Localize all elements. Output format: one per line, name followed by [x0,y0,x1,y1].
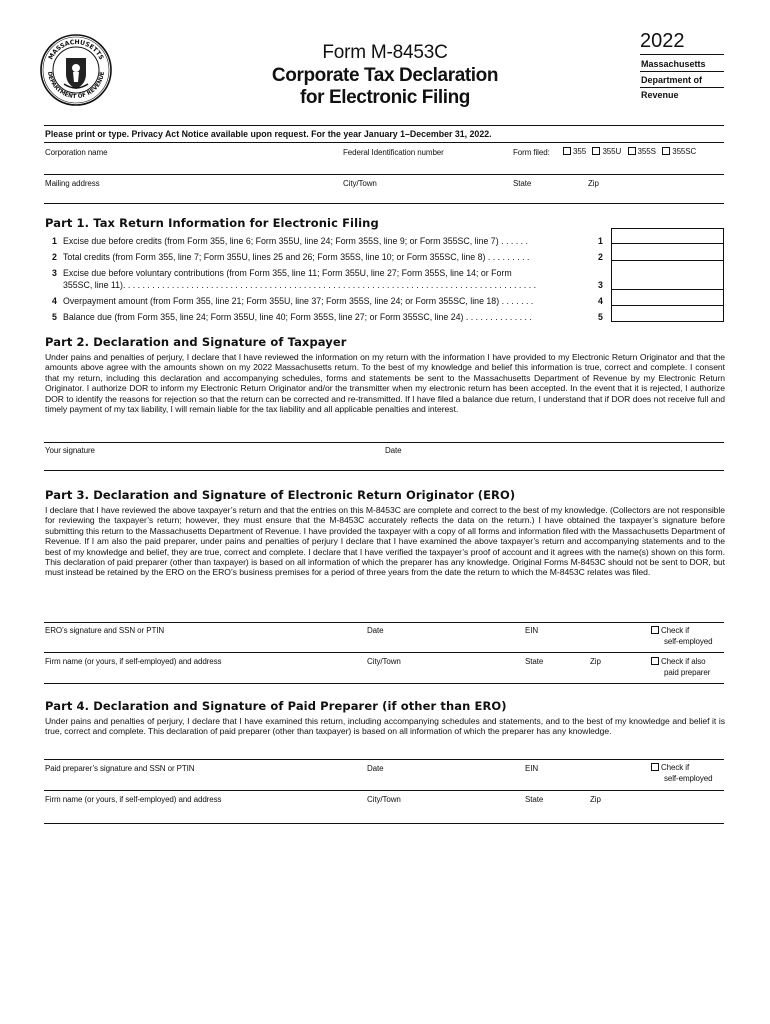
preparer-self-employed-checkbox[interactable]: Check if self-employed [651,762,713,784]
fein-label: Federal Identification number [343,148,444,157]
line-5: 5 Balance due (from Form 355, line 24; Form 355U, line 40; Form 355S, line 27; or Form 355SC, line 24) . . . . . . . . . . . . . . [52,312,532,322]
part3-declaration: I declare that I have reviewed the above taxpayer’s return and that the entries on this M-8453C are complete and correct to the best of my knowledge. (Collectors are not responsible for reviewing the taxpayer’s return; however, they must ensure that the M-8453C accurately reflects the data on the return.) I have obtained the taxpayer’s signature before submitting this return to the Massachusetts Department of Revenue. I have provided the taxpayer with a copy of all forms and information filed with the Massachusetts Department of Revenue. If I am also the paid preparer, under pains and penalties of perjury I declare that I have examined the above taxpayer’s return and accompanying statements and to the best of my knowledge and belief, they are true, correct and complete. I declare that I have verified the taxpayer’s proof of account and it agrees with the name(s) shown on this form. This declaration of paid preparer (other than taxpayer) is based on all information of which the preparer has any knowledge. Original Forms M-8453C should not be sent to DOR, but must instead be retained by the ERO on the ERO’s business premises for a period of three years from the date the return to which the M-8453C relates was filed. [45,505,725,578]
print-instructions: Please print or type. Privacy Act Notice available upon request. For the year January 1–December 31, 2022. [45,129,492,139]
ero-ein-label: EIN [525,626,539,635]
checkbox-355s[interactable]: 355S [628,147,656,156]
line-2-ref: 2 [598,252,603,262]
ero-self-employed-checkbox[interactable]: Check if self-employed [651,625,713,647]
part2-title: Part 2. Declaration and Signature of Taxpayer [45,335,347,349]
preparer-city-label: City/Town [367,795,401,804]
line-2-amount[interactable] [611,244,724,261]
part3-title: Part 3. Declaration and Signature of Electronic Return Originator (ERO) [45,488,516,502]
ero-zip-label: Zip [590,657,601,666]
tax-year: 2022 [640,30,685,52]
mailing-address-label: Mailing address [45,179,100,188]
ero-city-label: City/Town [367,657,401,666]
part1-title: Part 1. Tax Return Information for Electronic Filing [45,216,379,230]
form-subtitle: for Electronic Filing [299,87,470,108]
line-5-ref: 5 [598,312,603,322]
form-title: Corporate Tax Declaration [271,65,499,86]
line-1: 1 Excise due before credits (from Form 355, line 6; Form 355U, line 24; Form 355S, line 9; or Form 355SC, line 7) . . . . . . [52,236,528,246]
preparer-firm-label: Firm name (or yours, if self-employed) and address [45,795,222,804]
mailing-address-field[interactable] [44,189,339,203]
ero-ein-field[interactable] [524,636,644,652]
part4-declaration: Under pains and penalties of perjury, I declare that I have examined this return, including accompanying schedules and statements, and to the best of my knowledge and belief it is true, correct and complete. This declaration of paid preparer (other than taxpayer) is based on all information of which the preparer has any knowledge. [45,716,725,737]
ero-state-label: State [525,657,544,666]
state-label: State [513,179,532,188]
line-4-ref: 4 [598,296,603,306]
line-3: 3 Excise due before voluntary contributions (from Form 355, line 11; Form 355U, line 27; Form 355S, line 14; or Form [52,268,512,278]
preparer-signature-field[interactable] [44,774,359,790]
line-4-amount[interactable] [611,290,724,306]
checkbox-355u[interactable]: 355U [592,147,621,156]
ero-date-field[interactable] [366,636,516,652]
line-5-amount[interactable] [611,306,724,322]
checkbox-355[interactable]: 355 [563,147,586,156]
line-1-amount[interactable] [611,228,724,244]
corporation-name-field[interactable] [44,158,339,174]
preparer-signature-label: Paid preparer’s signature and SSN or PTIN [45,764,195,773]
svg-text:MASSACHUSETTS: MASSACHUSETTS [47,38,105,62]
preparer-zip-label: Zip [590,795,601,804]
taxpayer-signature-field[interactable] [44,456,379,470]
line-3-ref: 3 [598,280,603,290]
ero-signature-field[interactable] [44,636,359,652]
line-4: 4 Overpayment amount (from Form 355, line 21; Form 355U, line 37; Form 355S, line 24; or Form 355SC, line 18) . . . . . . . [52,296,534,306]
fein-field[interactable] [342,158,507,174]
taxpayer-date-label: Date [385,446,402,455]
preparer-ein-label: EIN [525,764,539,773]
zip-label: Zip [588,179,599,188]
ero-firm-label: Firm name (or yours, if self-employed) and address [45,657,222,666]
taxpayer-date-field[interactable] [384,456,724,470]
agency-line-3: Revenue [641,90,679,100]
agency-line-1: Massachusetts [641,59,706,69]
part4-title: Part 4. Declaration and Signature of Paid Preparer (if other than ERO) [45,699,507,713]
ero-date-label: Date [367,626,384,635]
taxpayer-signature-label: Your signature [45,446,95,455]
preparer-state-label: State [525,795,544,804]
preparer-date-field[interactable] [366,774,516,790]
agency-line-2: Department of [641,74,703,85]
city-town-label: City/Town [343,179,377,188]
preparer-firm-field[interactable] [44,805,359,821]
corporation-name-label: Corporation name [45,148,108,157]
svg-text:DEPARTMENT OF REVENUE: DEPARTMENT OF REVENUE [45,71,106,101]
massachusetts-dor-seal [40,34,112,106]
preparer-ein-field[interactable] [524,774,644,790]
part2-declaration: Under pains and penalties of perjury, I declare that I have reviewed the information on my return with the information I have provided to my Electronic Return Originator and that the amounts above agree with the amounts shown on my 2022 Massachusetts return. To the best of my knowledge and belief this information is true, correct and complete. I consent that my return, including this declaration and accompanying schedules, forms and statements be sent to the Massachusetts Department of Revenue by my Electronic Return Originator. I authorize DOR to inform my Electronic Return Originator and/or the transmitter when my electronic return has been accepted. In the event that it is rejected, I authorize DOR to identify the reasons for rejection so that the return can be corrected and re-transmitted. If I have filed a balance due return, I understand that if DOR does not receive full and timely payment of my tax liability, I will remain liable for the tax liability and all applicable penalties and interest. [45,352,725,415]
checkbox-355sc[interactable]: 355SC [662,147,696,156]
city-town-field[interactable] [342,189,507,203]
line-3-amount[interactable] [611,261,724,290]
line-2: 2 Total credits (from Form 355, line 7; Form 355U, lines 25 and 26; Form 355S, line 10; or Form 355SC, line 8) . . . . . . . . . [52,252,530,262]
preparer-date-label: Date [367,764,384,773]
form-filed-label: Form filed: [513,148,550,157]
line-1-ref: 1 [598,236,603,246]
line-3-continued: 355SC, line 11). . . . . . . . . . . . . . . . . . . . . . . . . . . . . . . . . . . . . . . . . . . . . . . . . . . . . . . . . . . . . . . . . . . . . . . . . . . . . . . . . . . . . [63,280,537,290]
ero-firm-field[interactable] [44,667,359,683]
form-number: Form M-8453C [322,42,448,63]
ero-paid-preparer-checkbox[interactable]: Check if also paid preparer [651,656,710,678]
form-filed-options [563,147,696,156]
ero-signature-label: ERO’s signature and SSN or PTIN [45,626,165,635]
